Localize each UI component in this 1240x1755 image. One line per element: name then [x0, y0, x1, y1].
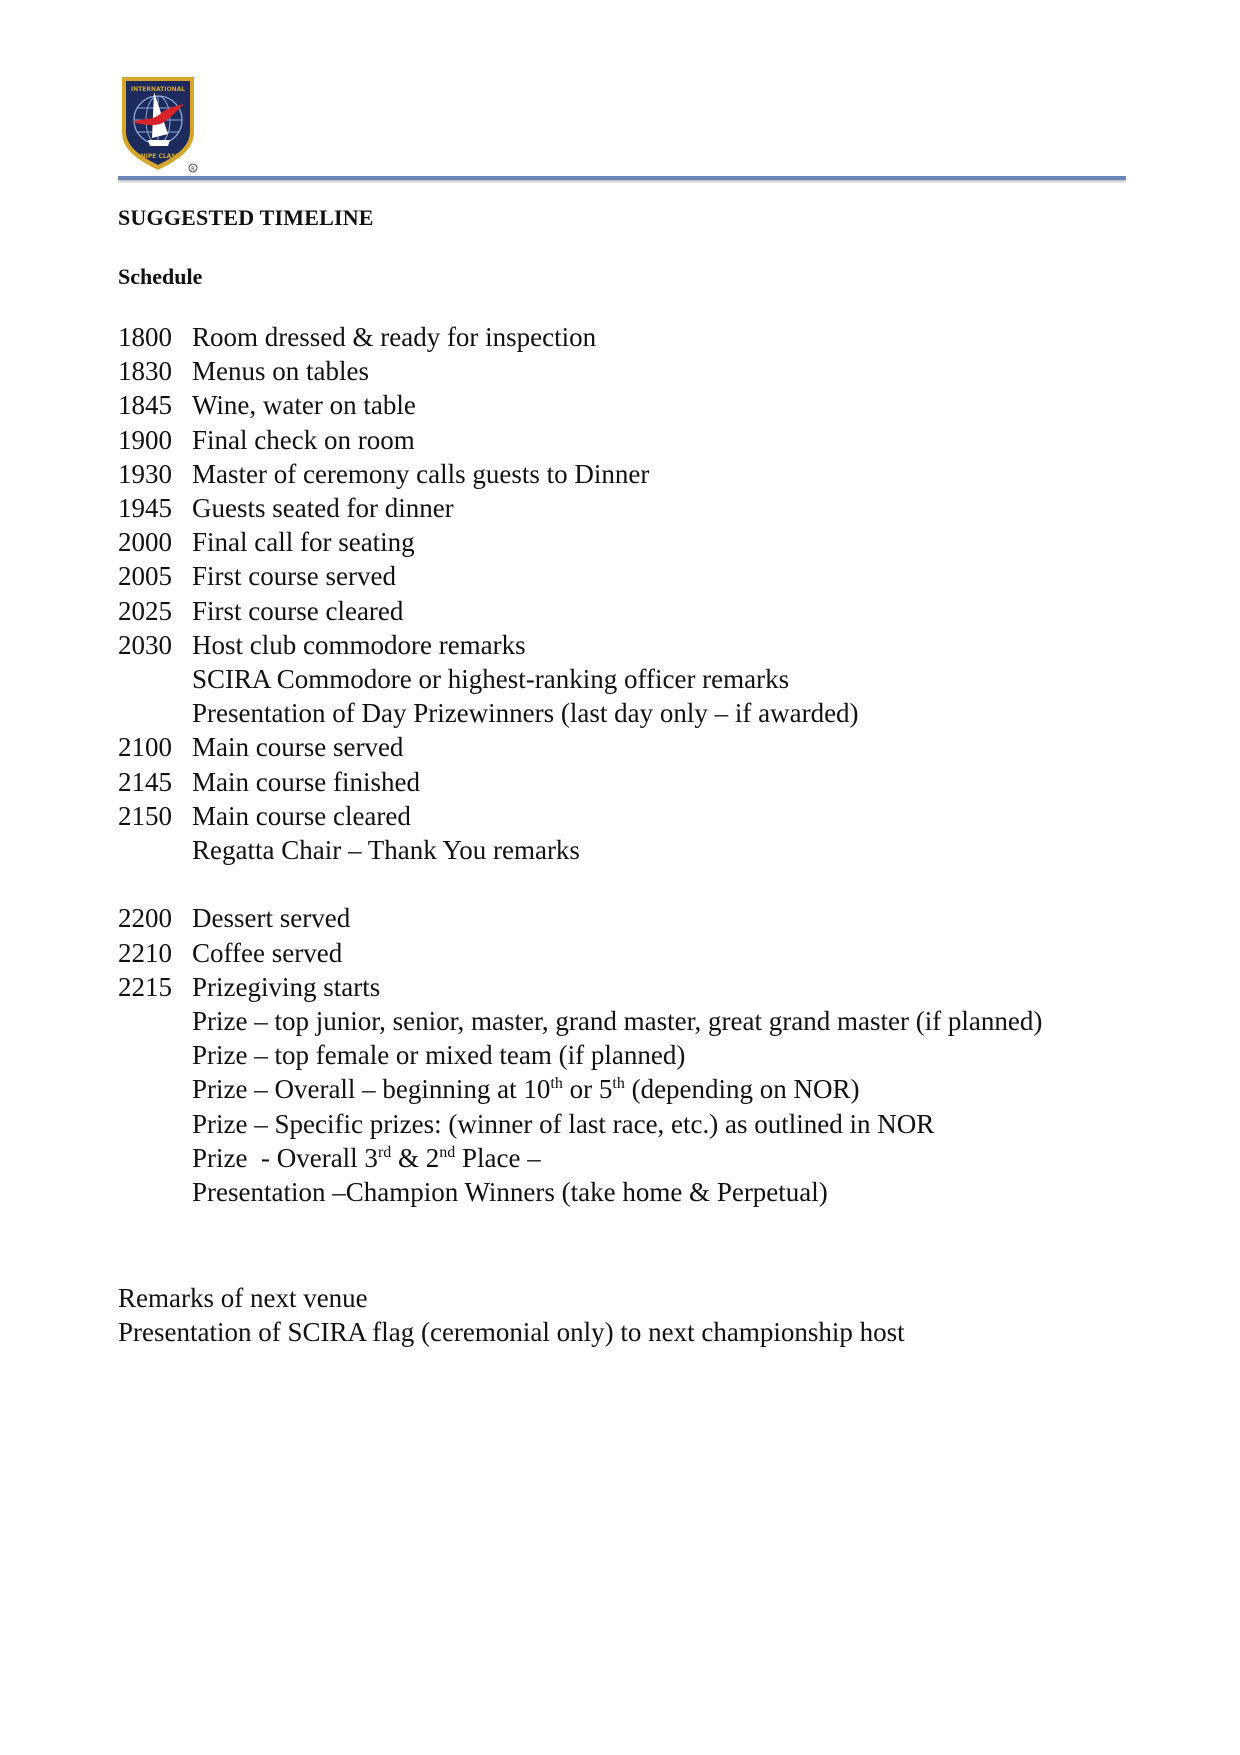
schedule-text: Main course served: [192, 732, 404, 763]
closing-line: Presentation of SCIRA flag (ceremonial only) to next championship host: [118, 1317, 905, 1348]
header-divider: [118, 176, 1126, 180]
schedule-text: Main course cleared: [192, 800, 411, 831]
schedule-time: 2210: [118, 937, 172, 968]
schedule-item: [118, 970, 1078, 1004]
schedule-list: [118, 320, 1078, 1209]
spacer: [118, 867, 1078, 901]
schedule-time: 1930: [118, 458, 172, 489]
closing-line: Remarks of next venue: [118, 1283, 368, 1313]
schedule-item: [118, 491, 1078, 525]
schedule-subitem: [118, 833, 1078, 867]
schedule-text: Prize – top junior, senior, master, grand master, great grand master (if planned): [192, 1006, 1043, 1037]
schedule-time: 2000: [118, 527, 172, 558]
schedule-time: 2100: [118, 732, 172, 763]
schedule-text: Coffee served: [192, 937, 343, 968]
schedule-text: Prize – Overall – beginning at 10th or 5th (depending on NOR): [192, 1074, 860, 1105]
schedule-subitem: [118, 1004, 1078, 1038]
schedule-text: First course served: [192, 561, 396, 592]
schedule-text: Wine, water on table: [192, 390, 416, 421]
schedule-subitem: [118, 1175, 1078, 1209]
schedule-text: Menus on tables: [192, 356, 369, 387]
schedule-heading: Schedule: [118, 264, 203, 289]
schedule-text: Final check on room: [192, 424, 415, 455]
schedule-time: 2200: [118, 903, 172, 934]
schedule-text: Main course finished: [192, 766, 420, 797]
schedule-item: [118, 799, 1078, 833]
schedule-subitem: [118, 1072, 1078, 1106]
schedule-text: Room dressed & ready for inspection: [192, 322, 597, 352]
schedule-item: [118, 936, 1078, 970]
schedule-text: Prize - Overall 3rd & 2nd Place –: [192, 1142, 541, 1173]
schedule-subitem: [118, 1107, 1078, 1141]
schedule-subitem: [118, 696, 1078, 730]
schedule-text: Guests seated for dinner: [192, 493, 454, 524]
schedule-time: 1845: [118, 390, 172, 421]
snipe-class-logo: [118, 74, 202, 174]
svg-text:SNIPE CLASS: SNIPE CLASS: [136, 153, 180, 160]
schedule-item: [118, 559, 1078, 593]
closing-remarks: [118, 1281, 905, 1349]
schedule-item: [118, 730, 1078, 764]
schedule-time: 1900: [118, 424, 172, 455]
schedule-item: [118, 628, 1078, 662]
schedule-time: 1830: [118, 356, 172, 387]
schedule-subitem: [118, 662, 1078, 696]
schedule-item: [118, 354, 1078, 388]
svg-text:INTERNATIONAL: INTERNATIONAL: [130, 86, 186, 93]
snipe-class-shield-logo-icon: [118, 74, 202, 174]
schedule-text: Presentation of Day Prizewinners (last day only – if awarded): [192, 698, 859, 729]
schedule-time: 2025: [118, 595, 172, 626]
schedule-text: Final call for seating: [192, 527, 415, 558]
schedule-item: [118, 901, 1078, 935]
schedule-text: Host club commodore remarks: [192, 629, 526, 660]
schedule-time: 1800: [118, 322, 172, 352]
schedule-text: Regatta Chair – Thank You remarks: [192, 835, 580, 866]
schedule-item: [118, 388, 1078, 422]
schedule-item: [118, 594, 1078, 628]
svg-text:R: R: [191, 166, 195, 173]
schedule-subitem: [118, 1141, 1078, 1175]
schedule-text: SCIRA Commodore or highest-ranking officer remarks: [192, 664, 790, 695]
schedule-time: 1945: [118, 493, 172, 524]
schedule-item: [118, 525, 1078, 559]
schedule-text: Dessert served: [192, 903, 351, 934]
document-title: SUGGESTED TIMELINE: [118, 205, 374, 230]
schedule-item: [118, 765, 1078, 799]
schedule-time: 2145: [118, 766, 172, 797]
schedule-text: Master of ceremony calls guests to Dinner: [192, 458, 650, 489]
schedule-time: 2005: [118, 561, 172, 592]
schedule-item: [118, 457, 1078, 491]
schedule-text: Presentation –Champion Winners (take home & Perpetual): [192, 1177, 828, 1208]
schedule-text: First course cleared: [192, 595, 404, 626]
schedule-text: Prizegiving starts: [192, 971, 381, 1002]
schedule-item: [118, 320, 1078, 354]
schedule-time: 2150: [118, 800, 172, 831]
schedule-text: Prize – Specific prizes: (winner of last race, etc.) as outlined in NOR: [192, 1108, 935, 1139]
schedule-subitem: [118, 1038, 1078, 1072]
schedule-text: Prize – top female or mixed team (if planned): [192, 1040, 686, 1071]
schedule-time: 2030: [118, 629, 172, 660]
schedule-time: 2215: [118, 971, 172, 1002]
schedule-item: [118, 423, 1078, 457]
